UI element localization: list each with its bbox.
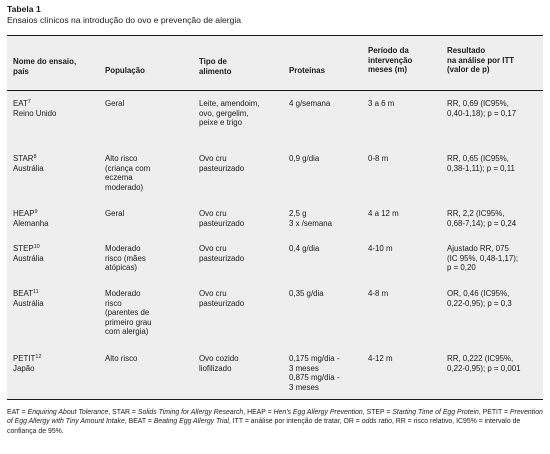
table-row-beat-food: Ovo cru pasteurizado (199, 289, 245, 308)
table-row-star-trial (13, 154, 101, 173)
trial-name: PETIT (13, 354, 36, 363)
trial-name: BEAT (13, 289, 34, 298)
table-row-step-period: 4-10 m (368, 244, 393, 253)
table-row-step-population: Moderado risco (mães atópicas) (105, 244, 146, 272)
table-row-step-food: Ovo cru pasteurizado (199, 244, 245, 263)
table-row-beat-result: OR, 0,46 (IC95%, 0,22-0,95); p = 0,3 (447, 289, 512, 308)
trial-name: HEAP (13, 209, 35, 218)
reference-number: 11 (33, 289, 39, 295)
table-row-beat-period: 4-8 m (368, 289, 389, 298)
header-result: Resultado na análise por ITT (valor de p) (447, 46, 515, 74)
table-row-heap-trial (13, 209, 101, 228)
trial-name: EAT (13, 99, 28, 108)
table-row-heap-food: Ovo cru pasteurizado (199, 209, 245, 228)
trial-name: STAR (13, 154, 34, 163)
reference-number: 12 (35, 354, 42, 360)
table-row-eat-protein: 4 g/semana (289, 99, 331, 108)
header-population: População (105, 66, 145, 75)
country: Japão (13, 363, 35, 373)
country: Reino Unido (13, 108, 57, 118)
header-divider (7, 90, 543, 91)
header-period: Período da intervenção meses (m) (368, 46, 413, 74)
table-row-heap-population: Geral (105, 209, 125, 218)
table-row-step-protein: 0,4 g/dia (289, 244, 320, 253)
header-food: Tipo de alimento (199, 57, 232, 76)
table-row-petit-result: RR, 0,222 (IC95%, 0,22-0,95); p = 0,001 (447, 354, 521, 373)
table-row-star-population: Alto risco (criança com eczema moderado) (105, 154, 151, 192)
country: Austrália (13, 253, 44, 263)
table-row-petit-trial (13, 354, 101, 373)
header-trial: Nome do ensaio, país (13, 57, 77, 76)
table-row-star-result: RR, 0,65 (IC95%, 0,38-1,11); p = 0,11 (447, 154, 515, 173)
table-title: Tabela 1 (7, 4, 41, 14)
table-row-beat-trial (13, 289, 101, 308)
table-row-star-food: Ovo cru pasteurizado (199, 154, 245, 173)
reference-number: 10 (33, 244, 40, 250)
table-row-star-period: 0-8 m (368, 154, 389, 163)
country: Austrália (13, 298, 44, 308)
table-footnote: EAT = Enquiring About Tolerance, STAR = Solids Timing for Allergy Research, HEAP = Hen's Egg Allergy Prevention, STEP = Starting Time of Egg Protein, PETIT = Prevention of Egg Allergy with Tiny Amount Intake, BEAT = Beating Egg Allergy Trial, ITT = análise por intenção de tratar, OR = odds ratio, RR = risco relativo, IC95% = intervalo de confiança de 95%. (7, 409, 543, 435)
reference-number: 9 (34, 209, 38, 215)
table-row-petit-food: Ovo cozido liofilizado (199, 354, 239, 373)
table-row-beat-population: Moderado risco (parentes de primeiro grau com alergia) (105, 289, 152, 336)
table-row-heap-period: 4 a 12 m (368, 209, 399, 218)
table-row-step-trial (13, 244, 101, 263)
table-row-beat-protein: 0,35 g/dia (289, 289, 324, 298)
country: Alemanha (13, 218, 49, 228)
table-row-petit-protein: 0,175 mg/dia - 3 meses 0,875 mg/dia - 3 meses (289, 354, 340, 392)
table-row-step-result: Ajustado RR, 075 (IC 95%, 0,48-1,17); p = 0,20 (447, 244, 519, 272)
country: Austrália (13, 163, 44, 173)
table-subtitle: Ensaios clínicos na introdução do ovo e prevenção de alergia (7, 15, 242, 25)
table-row-eat-population: Geral (105, 99, 125, 108)
table-row-star-protein: 0,9 g/dia (289, 154, 320, 163)
table-row-heap-protein: 2,5 g 3 x /semana (289, 209, 332, 228)
table-row-eat-trial (13, 99, 101, 118)
table-row-heap-result: RR, 2,2 (IC95%, 0,68-7,14); p = 0,24 (447, 209, 517, 228)
table-row-eat-period: 3 a 6 m (368, 99, 395, 108)
header-protein: Proteínas (289, 66, 325, 75)
table-row-petit-population: Alto risco (105, 354, 138, 363)
trial-name: STEP (13, 244, 34, 253)
table-row-petit-period: 4-12 m (368, 354, 393, 363)
table-row-eat-result: RR, 0,69 (IC95%, 0,40-1,18); p = 0,17 (447, 99, 517, 118)
reference-number: 8 (33, 154, 37, 160)
reference-number: 7 (27, 99, 31, 105)
table-row-eat-food: Leite, amendoim, ovo, gergelim, peixe e trigo (199, 99, 260, 127)
